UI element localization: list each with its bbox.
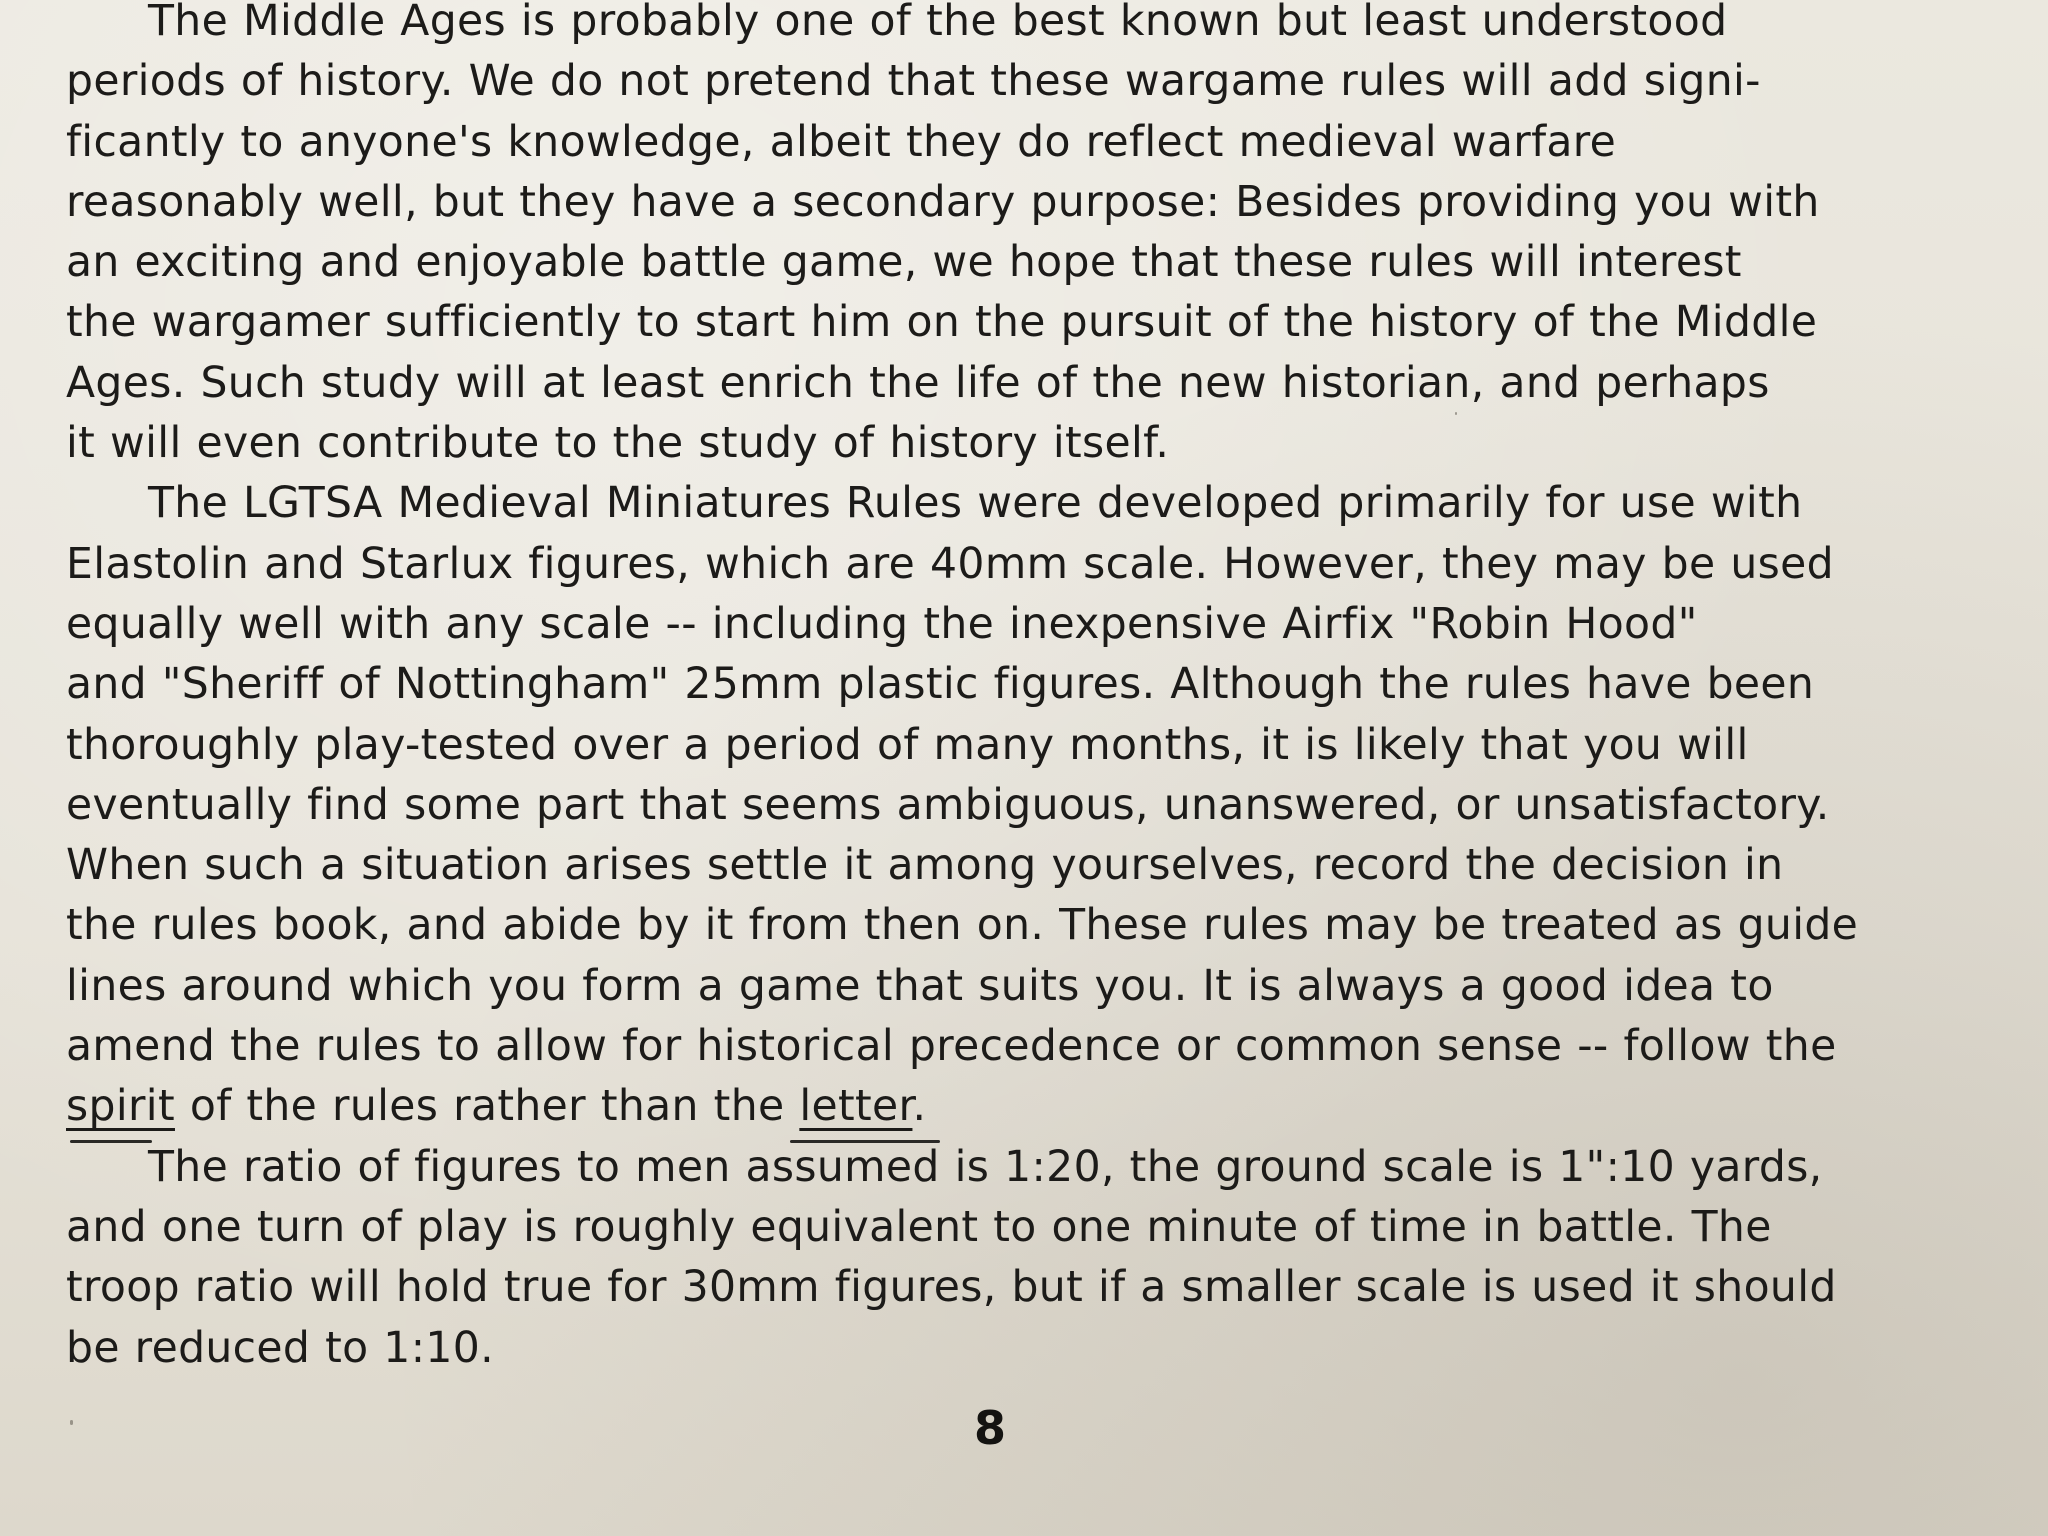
text-fragment: . xyxy=(912,1082,927,1132)
text-line: reasonably well, but they have a secondary purpose: Besides providing you with xyxy=(66,177,1820,227)
text-line: The ratio of figures to men assumed is 1:20, the ground scale is 1":10 yards, xyxy=(148,1142,1823,1192)
underlined-word-spirit: spirit xyxy=(66,1082,175,1132)
text-line: be reduced to 1:10. xyxy=(66,1323,495,1373)
paper-speck xyxy=(1455,412,1457,415)
text-line: The Middle Ages is probably one of the best known but least understood xyxy=(148,0,1728,46)
text-line: Elastolin and Starlux figures, which are 40mm scale. However, they may be used xyxy=(66,539,1834,589)
text-fragment: of the rules rather than the xyxy=(174,1082,800,1132)
text-line: lines around which you form a game that suits you. It is always a good idea to xyxy=(66,961,1774,1011)
paragraph-3 xyxy=(66,1138,1926,1379)
paper-speck xyxy=(70,1420,73,1425)
underlined-word-letter: letter xyxy=(799,1082,913,1132)
text-line: and one turn of play is roughly equivalent to one minute of time in battle. The xyxy=(66,1202,1772,1252)
text-line: an exciting and enjoyable battle game, we hope that these rules will interest xyxy=(66,238,1742,288)
text-line: troop ratio will hold true for 30mm figures, but if a smaller scale is used it should xyxy=(66,1263,1837,1313)
text-line: thoroughly play-tested over a period of many months, it is likely that you will xyxy=(66,720,1749,770)
paragraph-1 xyxy=(66,0,1926,474)
text-line: periods of history. We do not pretend that these wargame rules will add signi- xyxy=(66,57,1761,107)
paragraph-2 xyxy=(66,474,1926,1137)
text-line: When such a situation arises settle it among yourselves, record the decision in xyxy=(66,841,1784,891)
body-text xyxy=(66,0,1926,1379)
text-line: Ages. Such study will at least enrich the life of the new historian, and perhaps xyxy=(66,358,1770,408)
text-line: the rules book, and abide by it from then on. These rules may be treated as guide xyxy=(66,901,1859,951)
text-line: ficantly to anyone's knowledge, albeit they do reflect medieval warfare xyxy=(66,117,1617,167)
text-line: equally well with any scale -- including the inexpensive Airfix "Robin Hood" xyxy=(66,599,1698,649)
text-line: the wargamer sufficiently to start him on the pursuit of the history of the Middle xyxy=(66,298,1818,348)
text-line: eventually find some part that seems ambiguous, unanswered, or unsatisfactory. xyxy=(66,780,1830,830)
text-line-last xyxy=(66,1077,1926,1137)
page-number: 8 xyxy=(973,1401,1006,1455)
pen-underline-mark xyxy=(790,1140,940,1143)
pen-underline-mark xyxy=(70,1140,152,1143)
text-line: The LGTSA Medieval Miniatures Rules were developed primarily for use with xyxy=(148,479,1803,529)
text-line: it will even contribute to the study of history itself. xyxy=(66,419,1170,469)
text-line: amend the rules to allow for historical precedence or common sense -- follow the xyxy=(66,1022,1837,1072)
text-line: and "Sheriff of Nottingham" 25mm plastic figures. Although the rules have been xyxy=(66,660,1815,710)
